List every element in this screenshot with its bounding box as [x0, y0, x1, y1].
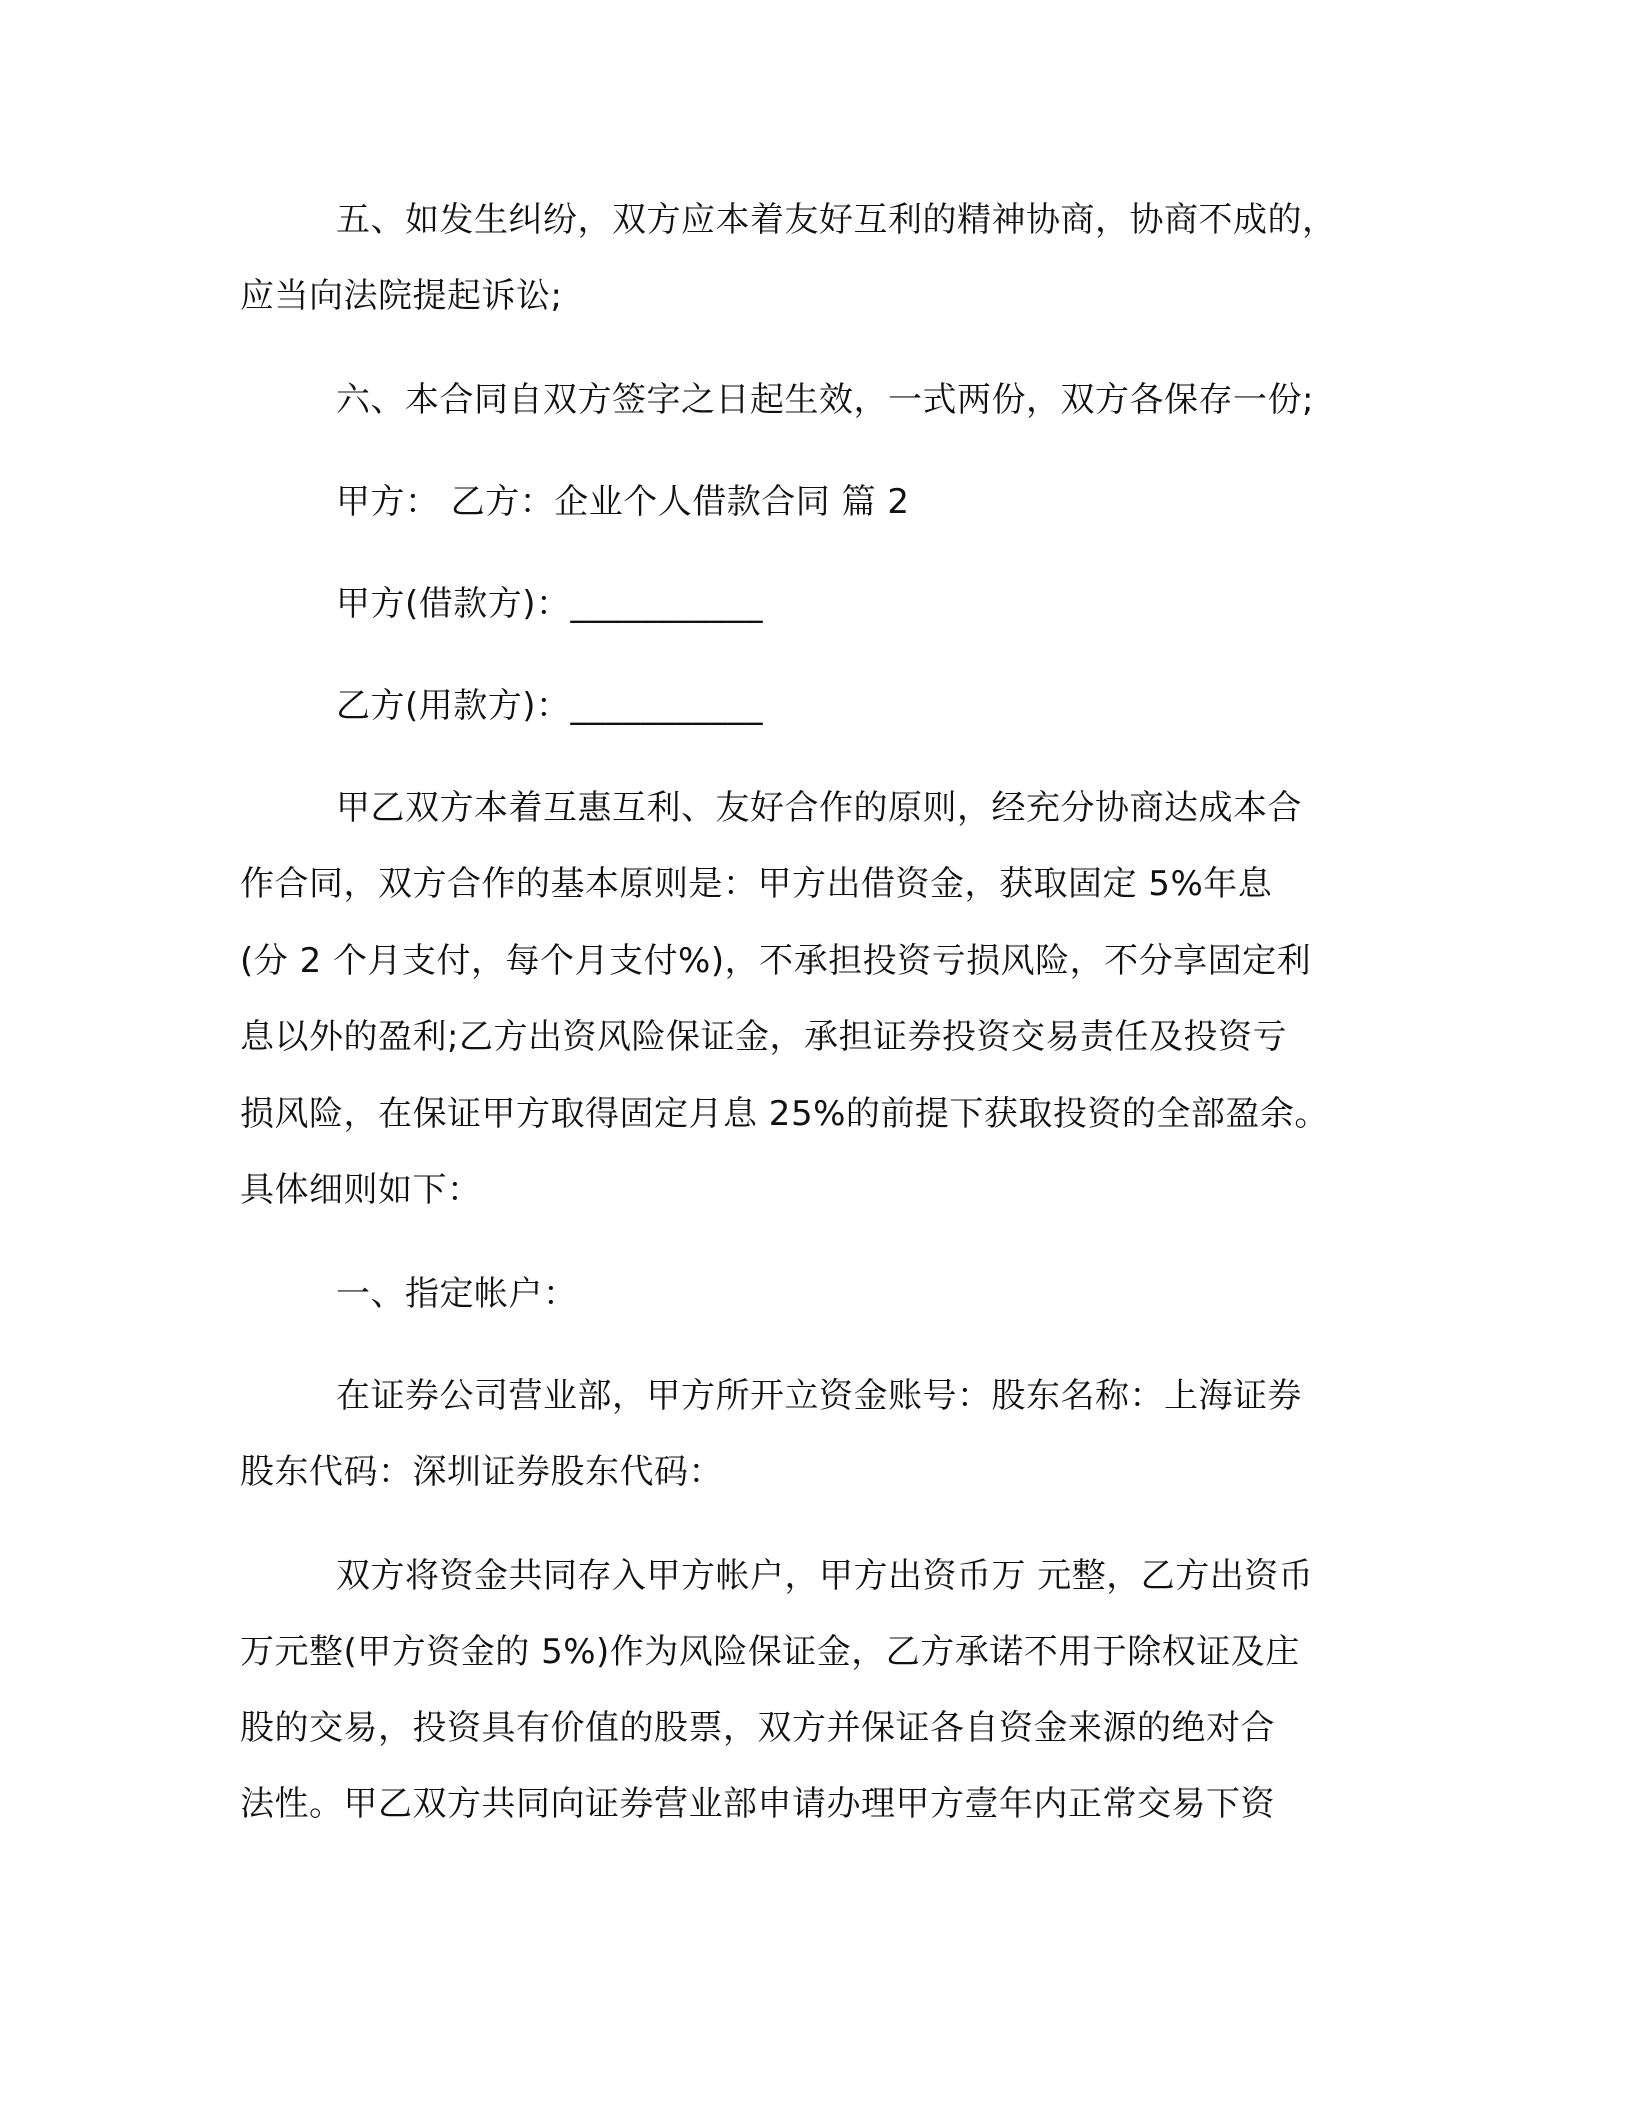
- principle-para-line-6: 具体细则如下：: [240, 1170, 482, 1210]
- clause-6-line: 六、本合同自双方签字之日起生效，一式两份，双方各保存一份;: [336, 380, 1314, 420]
- principle-para-line-3: (分 2 个月支付，每个月支付%)，不承担投资亏损风险，不分享固定利: [240, 941, 1312, 981]
- clause-5-line-1: 五、如发生纠纷，双方应本着友好互利的精神协商，协商不成的，: [336, 200, 1337, 240]
- principle-para-line-2: 作合同，双方合作的基本原则是：甲方出借资金，获取固定 5%年息: [240, 864, 1273, 904]
- account-para-line-1: 在证券公司营业部，甲方所开立资金账号：股东名称：上海证券: [336, 1376, 1302, 1416]
- funds-para-line-2: 万元整(甲方资金的 5%)作为风险保证金，乙方承诺不用于除权证及庄: [240, 1632, 1300, 1672]
- account-para-line-2: 股东代码：深圳证券股东代码：: [240, 1452, 723, 1492]
- party-a-borrower-line: 甲方(借款方)：___________: [336, 584, 764, 624]
- principle-para-line-4: 息以外的盈利;乙方出资风险保证金，承担证券投资交易责任及投资亏: [240, 1017, 1287, 1057]
- section-1-heading: 一、指定帐户：: [336, 1274, 578, 1314]
- clause-5-line-2: 应当向法院提起诉讼;: [240, 276, 563, 316]
- principle-para-line-5: 损风险，在保证甲方取得固定月息 25%的前提下获取投资的全部盈余。: [240, 1094, 1329, 1134]
- funds-para-line-4: 法性。甲乙双方共同向证券营业部申请办理甲方壹年内正常交易下资: [240, 1784, 1275, 1824]
- principle-para-line-1: 甲乙双方本着互惠互利、友好合作的原则，经充分协商达成本合: [336, 788, 1302, 828]
- funds-para-line-3: 股的交易，投资具有价值的股票，双方并保证各自资金来源的绝对合: [240, 1708, 1275, 1748]
- signature-heading-line: 甲方： 乙方：企业个人借款合同 篇 2: [336, 482, 910, 522]
- funds-para-line-1: 双方将资金共同存入甲方帐户，甲方出资币万 元整，乙方出资币: [336, 1556, 1314, 1596]
- party-b-user-line: 乙方(用款方)：___________: [336, 686, 764, 726]
